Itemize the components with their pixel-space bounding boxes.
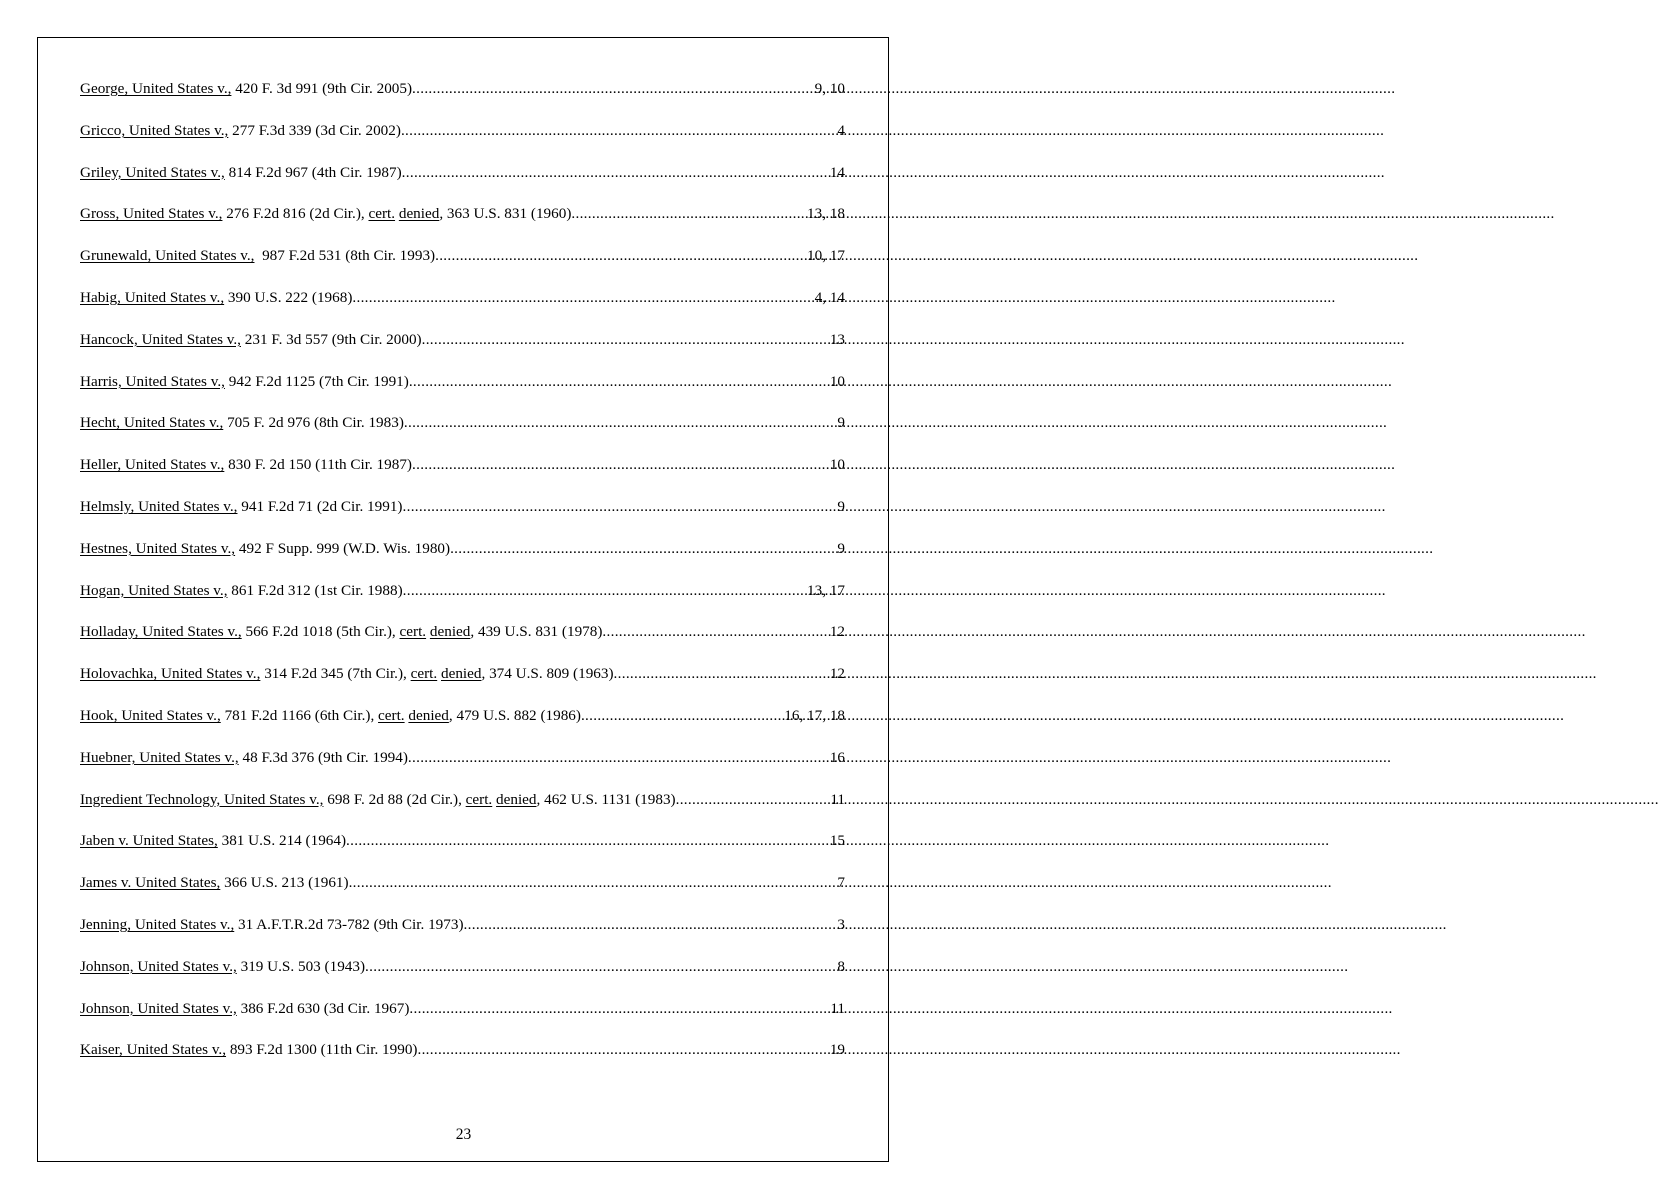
page-refs: 13, 18 bbox=[807, 205, 845, 223]
case-name: Harris, United States v., bbox=[80, 372, 225, 390]
table-of-authorities bbox=[80, 80, 845, 1083]
dot-leader bbox=[404, 414, 838, 432]
page-refs: 13 bbox=[829, 330, 845, 348]
list-item bbox=[80, 665, 845, 707]
citation: 781 F.2d 1166 (6th Cir.), bbox=[220, 706, 379, 724]
dot-leader bbox=[581, 707, 784, 725]
page-refs: 3 bbox=[837, 915, 845, 933]
dot-leader bbox=[349, 874, 838, 892]
case-name: Holladay, United States v., bbox=[80, 623, 242, 641]
page-refs: 19 bbox=[829, 1041, 845, 1059]
list-item bbox=[80, 373, 845, 415]
case-name: Ingredient Technology, United States v., bbox=[80, 790, 324, 808]
list-item bbox=[80, 247, 845, 289]
case-name: Griley, United States v., bbox=[80, 163, 225, 181]
page-refs: 9 bbox=[837, 539, 845, 557]
case-name: Hook, United States v., bbox=[80, 706, 221, 724]
case-name: James v. United States, bbox=[80, 874, 221, 892]
case-name: Gross, United States v., bbox=[80, 205, 223, 223]
page-number: 23 bbox=[455, 1126, 472, 1143]
dot-leader bbox=[403, 582, 807, 600]
citation: 381 U.S. 214 (1964) bbox=[217, 832, 347, 850]
case-name: George, United States v., bbox=[80, 80, 232, 97]
citation-cont: , 374 U.S. 809 (1963) bbox=[481, 665, 614, 683]
page-refs: 10 bbox=[829, 456, 845, 474]
list-item bbox=[80, 623, 845, 665]
list-item bbox=[80, 80, 845, 122]
case-name: Jenning, United States v., bbox=[80, 915, 235, 933]
denied-label: denied bbox=[408, 706, 449, 724]
page-refs: 13, 17 bbox=[807, 581, 845, 599]
case-name: Holovachka, United States v., bbox=[80, 665, 261, 683]
dot-leader bbox=[422, 331, 830, 349]
citation: 420 F. 3d 991 (9th Cir. 2005) bbox=[231, 80, 413, 97]
citation: 830 F. 2d 150 (11th Cir. 1987) bbox=[224, 456, 412, 474]
list-item bbox=[80, 456, 845, 498]
case-name: Helmsly, United States v., bbox=[80, 497, 238, 515]
page-refs: 12 bbox=[829, 665, 845, 683]
case-name: Hestnes, United States v., bbox=[80, 539, 236, 557]
citation-cont: , 479 U.S. 882 (1986) bbox=[448, 706, 581, 724]
page-refs: 4, 14 bbox=[814, 288, 845, 306]
citation: 366 U.S. 213 (1961) bbox=[220, 874, 349, 892]
list-item bbox=[80, 916, 845, 958]
list-item bbox=[80, 122, 845, 164]
citation: 942 F.2d 1125 (7th Cir. 1991) bbox=[224, 372, 409, 390]
page-refs: 14 bbox=[829, 163, 845, 181]
dot-leader bbox=[403, 498, 838, 516]
citation: 390 U.S. 222 (1968) bbox=[224, 288, 353, 306]
citation: 276 F.2d 816 (2d Cir.), bbox=[222, 205, 369, 223]
list-item bbox=[80, 331, 845, 373]
denied-label: denied bbox=[398, 205, 440, 223]
page-refs: 16, 17, 18 bbox=[784, 706, 845, 724]
list-item bbox=[80, 289, 845, 331]
dot-leader bbox=[409, 373, 830, 391]
list-item bbox=[80, 205, 845, 247]
case-name: Johnson, United States v., bbox=[80, 957, 237, 975]
list-item bbox=[80, 874, 845, 916]
dot-leader bbox=[401, 122, 837, 140]
page-refs: 11 bbox=[830, 999, 845, 1017]
list-item bbox=[80, 540, 845, 582]
dot-leader bbox=[571, 205, 807, 223]
citation: 31 A.F.T.R.2d 73-782 (9th Cir. 1973) bbox=[234, 915, 464, 933]
list-item bbox=[80, 582, 845, 624]
dot-leader bbox=[365, 958, 837, 976]
citation: 893 F.2d 1300 (11th Cir. 1990) bbox=[226, 1041, 418, 1059]
citation: 48 F.3d 376 (9th Cir. 1994) bbox=[238, 748, 408, 766]
denied-label: denied bbox=[429, 623, 471, 641]
list-item bbox=[80, 498, 845, 540]
citation: 319 U.S. 503 (1943) bbox=[236, 957, 366, 975]
dot-leader bbox=[464, 916, 838, 934]
citation: 231 F. 3d 557 (9th Cir. 2000) bbox=[240, 330, 422, 348]
page-refs: 16 bbox=[829, 748, 845, 766]
dot-leader bbox=[614, 665, 830, 683]
list-item bbox=[80, 832, 845, 874]
citation: 386 F.2d 630 (3d Cir. 1967) bbox=[236, 999, 410, 1017]
dot-leader bbox=[408, 749, 830, 767]
case-name: Jaben v. United States, bbox=[80, 832, 218, 850]
page-refs: 9 bbox=[837, 497, 845, 515]
case-name: Grunewald, United States v., bbox=[80, 247, 255, 265]
dot-leader bbox=[409, 1000, 830, 1018]
cert-label: cert. bbox=[399, 623, 427, 641]
dot-leader bbox=[417, 1041, 829, 1059]
page-refs: 7 bbox=[837, 874, 845, 892]
list-item bbox=[80, 1000, 845, 1042]
case-name: Heller, United States v., bbox=[80, 456, 225, 474]
case-name: Gricco, United States v., bbox=[80, 121, 229, 139]
list-item bbox=[80, 707, 845, 749]
citation-cont: , 439 U.S. 831 (1978) bbox=[470, 623, 603, 641]
page-refs: 12 bbox=[829, 623, 845, 641]
citation: 492 F Supp. 999 (W.D. Wis. 1980) bbox=[235, 539, 451, 557]
page-refs: 9 bbox=[837, 414, 845, 432]
list-item bbox=[80, 164, 845, 206]
dot-leader bbox=[402, 164, 830, 182]
case-name: Kaiser, United States v., bbox=[80, 1041, 227, 1059]
citation: 277 F.3d 339 (3d Cir. 2002) bbox=[228, 121, 401, 139]
citation: 698 F. 2d 88 (2d Cir.), bbox=[323, 790, 466, 808]
list-item bbox=[80, 1041, 845, 1083]
citation: 314 F.2d 345 (7th Cir.), bbox=[260, 665, 411, 683]
case-name: Hogan, United States v., bbox=[80, 581, 228, 599]
page-refs: 8 bbox=[837, 957, 845, 975]
list-item bbox=[80, 958, 845, 1000]
page-refs: 4 bbox=[837, 121, 845, 139]
denied-label: denied bbox=[496, 790, 537, 808]
case-name: Huebner, United States v., bbox=[80, 748, 239, 766]
case-name: Hecht, United States v., bbox=[80, 414, 224, 432]
cert-label: cert. bbox=[410, 665, 438, 683]
citation: 705 F. 2d 976 (8th Cir. 1983) bbox=[223, 414, 404, 432]
page-refs: 10, 17 bbox=[807, 247, 845, 265]
cert-label: cert. bbox=[368, 205, 396, 223]
dot-leader bbox=[412, 456, 830, 474]
citation-cont: , 363 U.S. 831 (1960) bbox=[439, 205, 572, 223]
dot-leader bbox=[352, 289, 814, 307]
cert-label: cert. bbox=[465, 790, 493, 808]
dot-leader bbox=[435, 247, 807, 265]
dot-leader bbox=[412, 80, 815, 98]
citation-cont: , 462 U.S. 1131 (1983) bbox=[536, 790, 676, 808]
case-name: Johnson, United States v., bbox=[80, 999, 237, 1017]
case-name: Hancock, United States v., bbox=[80, 330, 241, 348]
case-name: Habig, United States v., bbox=[80, 288, 225, 306]
page-refs: 15 bbox=[829, 832, 845, 850]
list-item bbox=[80, 414, 845, 456]
denied-label: denied bbox=[441, 665, 482, 683]
list-item bbox=[80, 791, 845, 833]
page-refs: 11 bbox=[830, 790, 845, 808]
dot-leader bbox=[450, 540, 837, 558]
page-refs: 9, 10 bbox=[814, 80, 845, 97]
citation: 814 F.2d 967 (4th Cir. 1987) bbox=[224, 163, 402, 181]
citation: 941 F.2d 71 (2d Cir. 1991) bbox=[237, 497, 403, 515]
dot-leader bbox=[676, 791, 831, 809]
list-item bbox=[80, 749, 845, 791]
citation: 987 F.2d 531 (8th Cir. 1993) bbox=[254, 247, 436, 265]
dot-leader bbox=[602, 623, 829, 641]
page-refs: 10 bbox=[829, 372, 845, 390]
citation: 566 F.2d 1018 (5th Cir.), bbox=[241, 623, 400, 641]
citation: 861 F.2d 312 (1st Cir. 1988) bbox=[227, 581, 403, 599]
dot-leader bbox=[346, 832, 830, 850]
cert-label: cert. bbox=[378, 706, 405, 724]
